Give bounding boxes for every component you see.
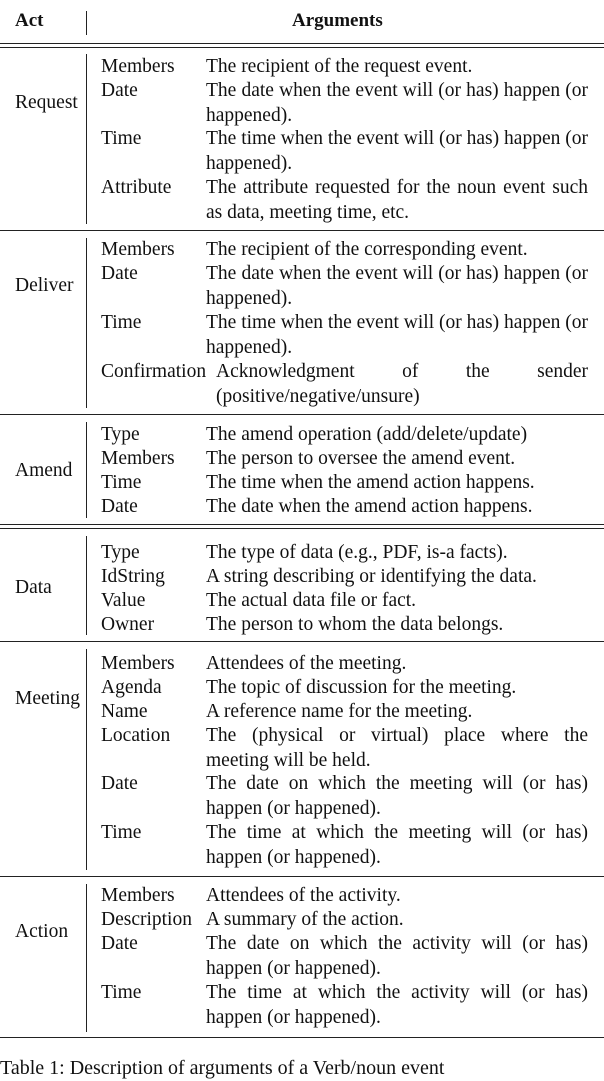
act-amend: Amend — [15, 460, 73, 481]
desc-meeting-location: The (physical or virtual) place where the meeting will be held. — [206, 725, 588, 771]
arg-data-value: Value — [101, 590, 146, 611]
divider-data — [86, 536, 87, 635]
arg-meeting-name: Name — [101, 701, 148, 722]
divider-request — [86, 54, 87, 224]
arg-meeting-members: Members — [101, 653, 175, 674]
divider-deliver — [86, 238, 87, 408]
desc-action-description: A summary of the action. — [206, 909, 404, 930]
arg-meeting-time: Time — [101, 822, 142, 843]
arg-deliver-time: Time — [101, 312, 142, 333]
desc-action-date: The date on which the activity will (or has) happen (or happened). — [206, 933, 588, 979]
act-meeting: Meeting — [15, 688, 80, 709]
act-request: Request — [15, 92, 78, 113]
arg-data-idstring: IdString — [101, 566, 165, 587]
desc-deliver-members: The recipient of the corresponding event. — [206, 239, 528, 260]
arg-amend-time: Time — [101, 472, 142, 493]
desc-deliver-date: The date when the event will (or has) happen (or happened). — [206, 263, 588, 309]
header-divider — [86, 11, 87, 35]
desc-deliver-time: The time when the event will (or has) happen (or happened). — [206, 312, 588, 358]
rule-header-top — [0, 43, 604, 44]
rule-request-deliver — [0, 230, 604, 231]
desc-data-value: The actual data file or fact. — [206, 590, 417, 611]
desc-data-type: The type of data (e.g., PDF, is-a facts). — [206, 542, 508, 563]
arg-request-time: Time — [101, 128, 142, 149]
divider-action — [86, 884, 87, 1032]
divider-meeting — [86, 649, 87, 870]
desc-meeting-agenda: The topic of discussion for the meeting. — [206, 677, 517, 698]
arg-meeting-location: Location — [101, 725, 171, 746]
arg-amend-members: Members — [101, 448, 175, 469]
arg-amend-type: Type — [101, 424, 140, 445]
arg-deliver-confirmation: Confirmation — [101, 361, 207, 382]
desc-request-attribute: The attribute requested for the noun event such as data, meeting time, etc. — [206, 177, 588, 223]
divider-amend — [86, 422, 87, 518]
arg-action-description: Description — [101, 909, 192, 930]
desc-action-time: The time at which the activity will (or has) happen (or happened). — [206, 982, 588, 1028]
arg-amend-date: Date — [101, 496, 138, 517]
arg-deliver-date: Date — [101, 263, 138, 284]
header-arguments: Arguments — [292, 10, 383, 31]
desc-request-date: The date when the event will (or has) happen (or happened). — [206, 80, 588, 126]
act-deliver: Deliver — [15, 275, 74, 296]
rule-verb-noun-top — [0, 524, 604, 525]
header-act: Act — [15, 10, 44, 31]
desc-data-owner: The person to whom the data belongs. — [206, 614, 504, 635]
rule-verb-noun-bottom — [0, 528, 604, 529]
desc-meeting-time: The time at which the meeting will (or has) happen (or happened). — [206, 822, 588, 868]
arg-data-type: Type — [101, 542, 140, 563]
desc-amend-type: The amend operation (add/delete/update) — [206, 424, 528, 445]
arg-deliver-members: Members — [101, 239, 175, 260]
arg-action-members: Members — [101, 885, 175, 906]
desc-deliver-confirmation: Acknowledgment of the sender (positive/negative/unsure) — [216, 361, 588, 407]
desc-data-idstring: A string describing or identifying the data. — [206, 566, 537, 587]
desc-amend-members: The person to oversee the amend event. — [206, 448, 516, 469]
act-data: Data — [15, 577, 52, 598]
rule-header-bottom — [0, 47, 604, 48]
rule-data-meeting — [0, 641, 604, 642]
arg-action-time: Time — [101, 982, 142, 1003]
desc-meeting-members: Attendees of the meeting. — [206, 653, 407, 674]
arg-request-attribute: Attribute — [101, 177, 172, 198]
rule-meeting-action — [0, 876, 604, 877]
table-caption: Table 1: Description of arguments of a Verb/noun event — [0, 1057, 445, 1079]
act-action: Action — [15, 921, 69, 942]
desc-action-members: Attendees of the activity. — [206, 885, 401, 906]
desc-amend-time: The time when the amend action happens. — [206, 472, 535, 493]
desc-meeting-name: A reference name for the meeting. — [206, 701, 473, 722]
rule-deliver-amend — [0, 414, 604, 415]
arg-action-date: Date — [101, 933, 138, 954]
arg-request-members: Members — [101, 56, 175, 77]
arg-meeting-agenda: Agenda — [101, 677, 162, 698]
arg-request-date: Date — [101, 80, 138, 101]
desc-meeting-date: The date on which the meeting will (or has) happen (or happened). — [206, 773, 588, 819]
arg-data-owner: Owner — [101, 614, 155, 635]
desc-request-time: The time when the event will (or has) happen (or happened). — [206, 128, 588, 174]
desc-request-members: The recipient of the request event. — [206, 56, 473, 77]
rule-table-bottom — [0, 1037, 604, 1038]
arg-meeting-date: Date — [101, 773, 138, 794]
desc-amend-date: The date when the amend action happens. — [206, 496, 533, 517]
